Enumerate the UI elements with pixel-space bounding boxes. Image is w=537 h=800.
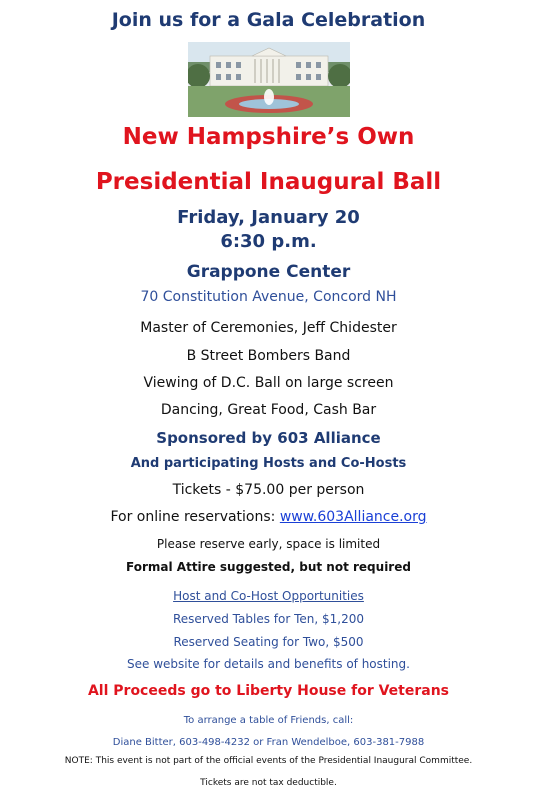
venue-address: 70 Constitution Avenue, Concord NH xyxy=(140,289,397,305)
detail-line: Dancing, Great Food, Cash Bar xyxy=(160,402,377,418)
sponsor-line: Sponsored by 603 Alliance xyxy=(156,429,381,447)
reservations-label: For online reservations: xyxy=(110,509,280,525)
attire-note: Formal Attire suggested, but not required xyxy=(126,560,411,574)
title-line-2: Presidential Inaugural Ball xyxy=(95,169,442,195)
contact-intro: To arrange a table of Friends, call: xyxy=(183,715,354,726)
event-time: 6:30 p.m. xyxy=(220,231,317,252)
venue-name: Grappone Center xyxy=(186,262,351,282)
host-seating-price: Reserved Seating for Two, $500 xyxy=(173,635,364,649)
disclaimer-line-1: NOTE: This event is not part of the official events of the Presidential Inaugural Committee. xyxy=(64,756,473,766)
white-house-illustration xyxy=(188,42,350,117)
host-tables-price: Reserved Tables for Ten, $1,200 xyxy=(173,612,364,626)
detail-line: Master of Ceremonies, Jeff Chidester xyxy=(140,320,397,336)
detail-line: Viewing of D.C. Ball on large screen xyxy=(143,375,394,391)
alliance-website-link[interactable]: www.603Alliance.org xyxy=(279,509,427,525)
host-opportunities-heading: Host and Co-Host Opportunities xyxy=(173,589,364,603)
reservations-line xyxy=(0,510,537,525)
reserve-early-note: Please reserve early, space is limited xyxy=(156,537,381,551)
event-date: Friday, January 20 xyxy=(177,207,360,228)
contact-names: Diane Bitter, 603-498-4232 or Fran Wendelboe, 603-381-7988 xyxy=(112,737,425,748)
gala-heading: Join us for a Gala Celebration xyxy=(111,9,426,31)
title-line-1: New Hampshire’s Own xyxy=(122,124,415,150)
detail-line: B Street Bombers Band xyxy=(186,348,351,364)
proceeds-line: All Proceeds go to Liberty House for Veterans xyxy=(87,683,450,699)
sponsor-subline: And participating Hosts and Co-Hosts xyxy=(130,456,407,471)
white-house-photo xyxy=(188,42,350,117)
disclaimer-line-2: Tickets are not tax deductible. xyxy=(200,778,337,788)
ticket-price: Tickets - $75.00 per person xyxy=(172,482,365,498)
host-note: See website for details and benefits of hosting. xyxy=(127,657,410,671)
